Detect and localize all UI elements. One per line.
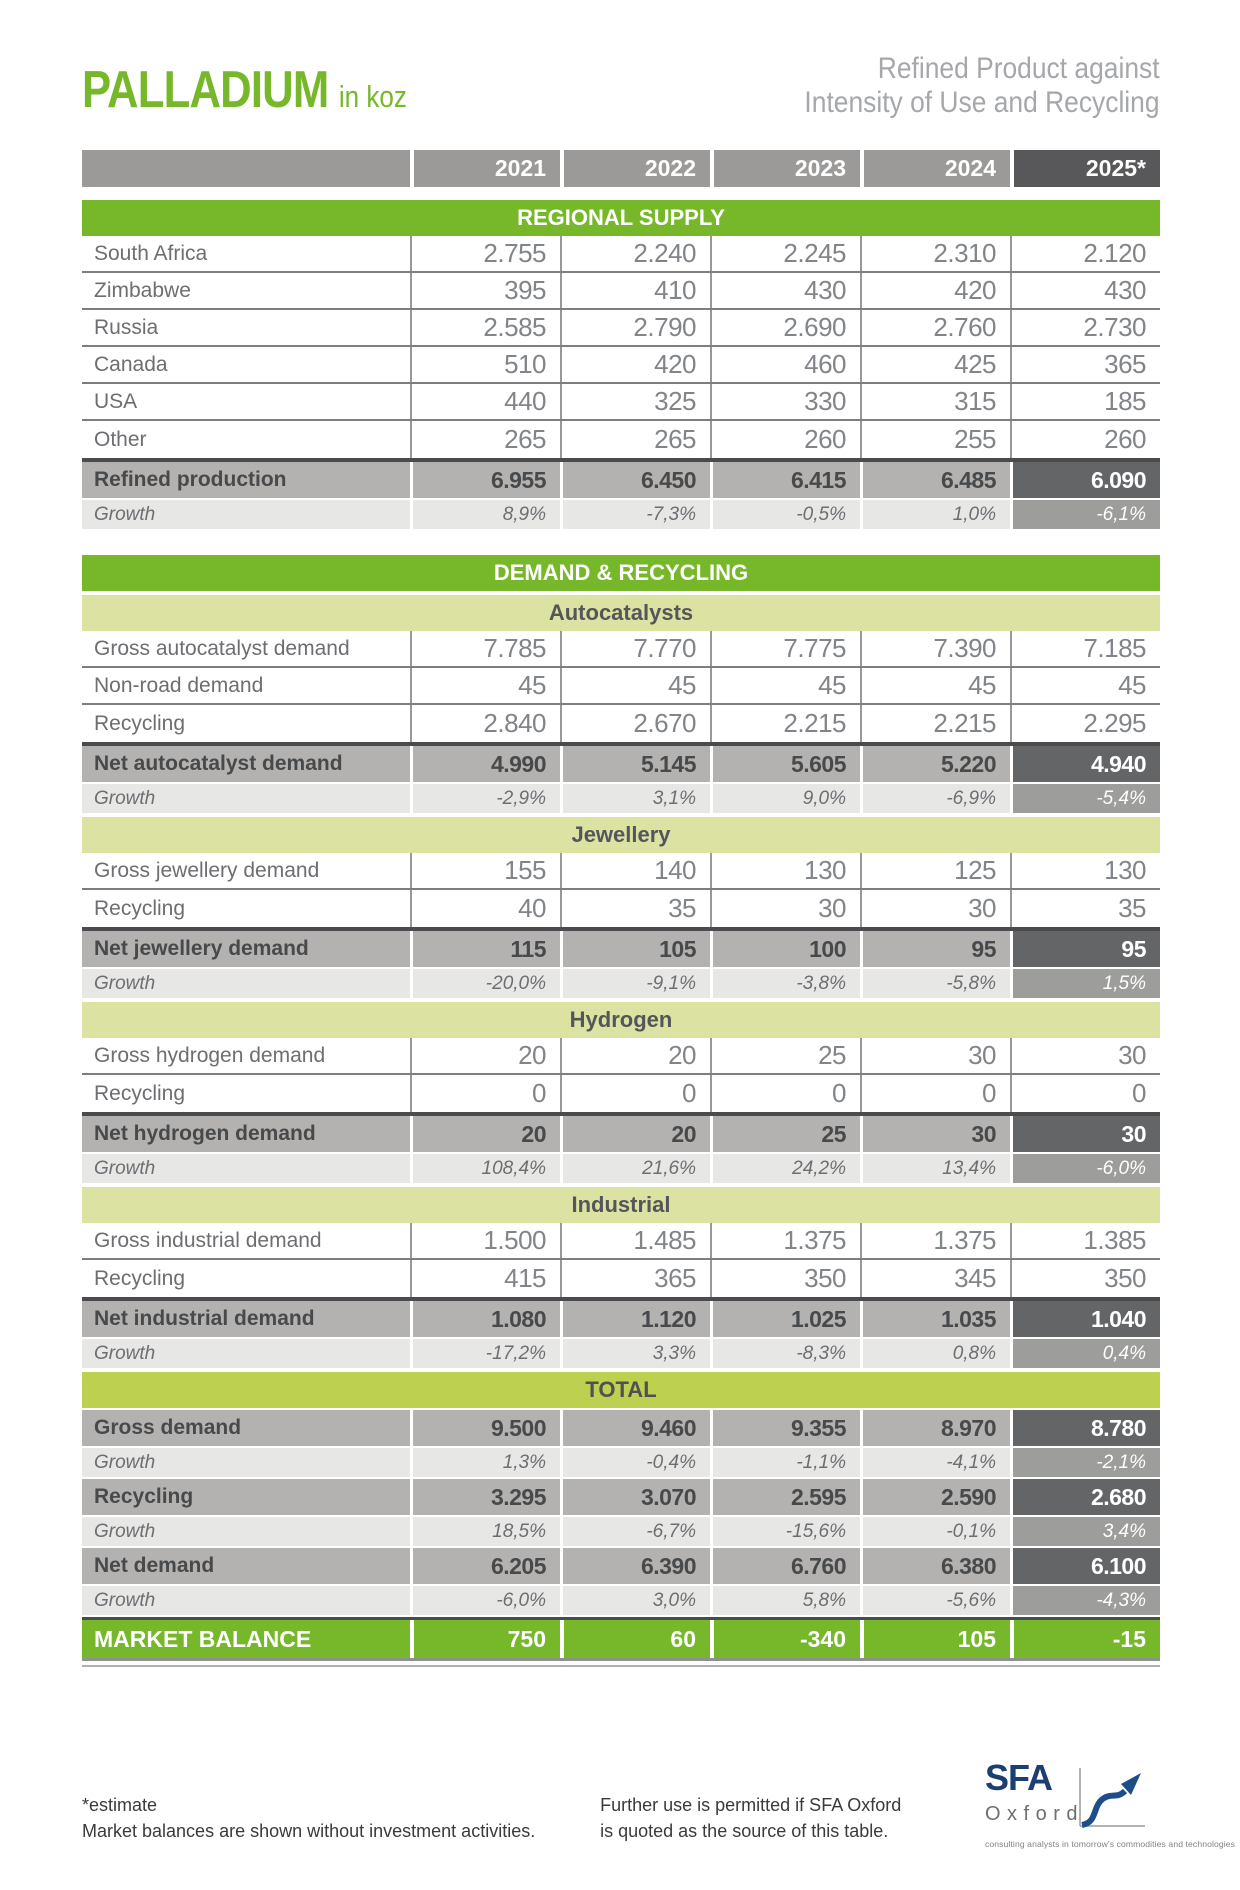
row-growth bbox=[82, 500, 1160, 529]
row-recycling bbox=[82, 705, 1160, 742]
value-2021: 45 bbox=[410, 668, 560, 703]
year-2022: 2022 bbox=[560, 150, 710, 187]
year-header-row bbox=[82, 150, 1160, 187]
row-label: Recycling bbox=[94, 711, 186, 735]
value-2021: 750 bbox=[410, 1620, 560, 1658]
section-header-jewellery bbox=[82, 817, 1160, 853]
row-gross-industrial-demand bbox=[82, 1223, 1160, 1260]
section-header-autocatalysts bbox=[82, 595, 1160, 631]
value-2021: 18,5% bbox=[410, 1517, 560, 1546]
value-2024: 7.390 bbox=[860, 631, 1010, 666]
row-growth bbox=[82, 1586, 1160, 1615]
value-2023: 9.355 bbox=[710, 1410, 860, 1446]
value-2025-est: 45 bbox=[1010, 668, 1160, 703]
value-2025-est: -6,1% bbox=[1010, 500, 1160, 529]
row-label: Recycling bbox=[94, 1081, 186, 1105]
row-recycling bbox=[82, 890, 1160, 927]
value-2022: 6.450 bbox=[560, 462, 710, 498]
sfa-oxford-logo bbox=[985, 1760, 1236, 1849]
row-gross-demand bbox=[82, 1410, 1160, 1446]
row-label: Growth bbox=[94, 1520, 156, 1542]
value-2022: 0 bbox=[560, 1075, 710, 1112]
value-2023: 24,2% bbox=[710, 1154, 860, 1183]
value-2024: 2.215 bbox=[860, 705, 1010, 742]
value-2023: 5,8% bbox=[710, 1586, 860, 1615]
data-table bbox=[82, 150, 1160, 1667]
value-2021: 9.500 bbox=[410, 1410, 560, 1446]
row-net-autocatalyst-demand bbox=[82, 742, 1160, 782]
value-2025-est: 1.040 bbox=[1010, 1301, 1160, 1337]
row-label: Canada bbox=[94, 352, 168, 376]
value-2024: 345 bbox=[860, 1260, 1010, 1297]
value-2021: 8,9% bbox=[410, 500, 560, 529]
row-label: Growth bbox=[94, 972, 156, 994]
row-recycling bbox=[82, 1479, 1160, 1515]
value-2022: -0,4% bbox=[560, 1448, 710, 1477]
row-growth bbox=[82, 1339, 1160, 1368]
value-2025-est: 130 bbox=[1010, 853, 1160, 888]
value-2023: 100 bbox=[710, 931, 860, 967]
section-title: Industrial bbox=[571, 1192, 671, 1217]
value-2025-est: 0 bbox=[1010, 1075, 1160, 1112]
value-2024: 125 bbox=[860, 853, 1010, 888]
value-2025-est: -4,3% bbox=[1010, 1586, 1160, 1615]
row-market-balance bbox=[82, 1617, 1160, 1658]
row-recycling bbox=[82, 1260, 1160, 1297]
value-2025-est: 35 bbox=[1010, 890, 1160, 927]
value-2024: 30 bbox=[860, 890, 1010, 927]
value-2023: 30 bbox=[710, 890, 860, 927]
row-label: Growth bbox=[94, 1589, 156, 1611]
value-2021: 20 bbox=[410, 1038, 560, 1073]
value-2023: 1.025 bbox=[710, 1301, 860, 1337]
section-header-regional-supply bbox=[82, 200, 1160, 236]
value-2024: 5.220 bbox=[860, 746, 1010, 782]
value-2025-est: 30 bbox=[1010, 1038, 1160, 1073]
report-subtitle-line1: Refined Product against bbox=[878, 52, 1160, 85]
value-2024: 2.760 bbox=[860, 310, 1010, 345]
value-2021: 20 bbox=[410, 1116, 560, 1152]
value-2021: 6.955 bbox=[410, 462, 560, 498]
value-2023: -0,5% bbox=[710, 500, 860, 529]
value-2025-est: 365 bbox=[1010, 347, 1160, 382]
value-2022: 60 bbox=[560, 1620, 710, 1658]
value-2024: 2.310 bbox=[860, 236, 1010, 271]
row-label: Net demand bbox=[94, 1554, 215, 1577]
row-label: Net jewellery demand bbox=[94, 937, 309, 960]
row-label: Russia bbox=[94, 315, 159, 339]
row-usa bbox=[82, 384, 1160, 421]
value-2021: -17,2% bbox=[410, 1339, 560, 1368]
value-2024: 45 bbox=[860, 668, 1010, 703]
value-2024: -6,9% bbox=[860, 784, 1010, 813]
value-2023: 350 bbox=[710, 1260, 860, 1297]
value-2022: 3,1% bbox=[560, 784, 710, 813]
value-2021: 4.990 bbox=[410, 746, 560, 782]
value-2023: 6.415 bbox=[710, 462, 860, 498]
value-2025-est: 0,4% bbox=[1010, 1339, 1160, 1368]
value-2023: 330 bbox=[710, 384, 860, 419]
value-2025-est: 4.940 bbox=[1010, 746, 1160, 782]
logo-tagline: consulting analysts in tomorrow's commodities and technologies bbox=[985, 1839, 1236, 1849]
row-gross-jewellery-demand bbox=[82, 853, 1160, 890]
row-label: Gross hydrogen demand bbox=[94, 1043, 326, 1067]
value-2024: 30 bbox=[860, 1038, 1010, 1073]
value-2022: 3.070 bbox=[560, 1479, 710, 1515]
year-2024: 2024 bbox=[860, 150, 1010, 187]
value-2021: 155 bbox=[410, 853, 560, 888]
permission-line1: Further use is permitted if SFA Oxford bbox=[600, 1795, 902, 1815]
logo-sfa-text: SFA bbox=[985, 1760, 1053, 1798]
value-2022: 265 bbox=[560, 421, 710, 458]
value-2021: 2.585 bbox=[410, 310, 560, 345]
value-2021: 1.500 bbox=[410, 1223, 560, 1258]
value-2024: 1,0% bbox=[860, 500, 1010, 529]
value-2022: 2.670 bbox=[560, 705, 710, 742]
value-2023: 2.595 bbox=[710, 1479, 860, 1515]
value-2023: 7.775 bbox=[710, 631, 860, 666]
row-net-hydrogen-demand bbox=[82, 1112, 1160, 1152]
footnotes bbox=[82, 1792, 535, 1844]
row-label: Recycling bbox=[94, 896, 186, 920]
row-label: Recycling bbox=[94, 1485, 194, 1508]
sfa-oxford-logo-graphic bbox=[985, 1760, 1190, 1832]
row-zimbabwe bbox=[82, 273, 1160, 310]
section-title: Hydrogen bbox=[569, 1007, 673, 1032]
row-label: Net industrial demand bbox=[94, 1307, 315, 1330]
value-2025-est: 2.120 bbox=[1010, 236, 1160, 271]
value-2025-est: 3,4% bbox=[1010, 1517, 1160, 1546]
value-2021: 40 bbox=[410, 890, 560, 927]
report-subtitle bbox=[805, 52, 1160, 120]
value-2022: 45 bbox=[560, 668, 710, 703]
section-header-demand-recycling bbox=[82, 555, 1160, 591]
row-net-jewellery-demand bbox=[82, 927, 1160, 967]
value-2022: 7.770 bbox=[560, 631, 710, 666]
section-header-total bbox=[82, 1372, 1160, 1408]
value-2021: 1,3% bbox=[410, 1448, 560, 1477]
value-2024: 0 bbox=[860, 1075, 1010, 1112]
value-2025-est: 350 bbox=[1010, 1260, 1160, 1297]
value-2025-est: 2.680 bbox=[1010, 1479, 1160, 1515]
year-header-empty-cell bbox=[82, 150, 410, 187]
row-label: Growth bbox=[94, 503, 156, 525]
value-2024: -5,8% bbox=[860, 969, 1010, 998]
value-2024: 315 bbox=[860, 384, 1010, 419]
row-label: USA bbox=[94, 389, 138, 413]
section-title: Jewellery bbox=[571, 822, 671, 847]
row-growth bbox=[82, 1517, 1160, 1546]
row-label: Gross industrial demand bbox=[94, 1228, 322, 1252]
value-2022: 35 bbox=[560, 890, 710, 927]
value-2025-est: 185 bbox=[1010, 384, 1160, 419]
row-growth bbox=[82, 1448, 1160, 1477]
logo-arrow-curve bbox=[1082, 1791, 1125, 1825]
year-2025-estimate: 2025* bbox=[1010, 150, 1160, 187]
value-2024: 13,4% bbox=[860, 1154, 1010, 1183]
row-gross-hydrogen-demand bbox=[82, 1038, 1160, 1075]
value-2025-est: 30 bbox=[1010, 1116, 1160, 1152]
value-2022: -7,3% bbox=[560, 500, 710, 529]
value-2025-est: 430 bbox=[1010, 273, 1160, 308]
page-header bbox=[82, 52, 1160, 120]
row-south-africa bbox=[82, 236, 1160, 273]
value-2022: 1.120 bbox=[560, 1301, 710, 1337]
section-title: TOTAL bbox=[585, 1377, 657, 1402]
row-non-road-demand bbox=[82, 668, 1160, 705]
value-2022: 105 bbox=[560, 931, 710, 967]
row-label: Growth bbox=[94, 1342, 156, 1364]
section-title: DEMAND & RECYCLING bbox=[493, 560, 749, 585]
section-title: Autocatalysts bbox=[548, 600, 694, 625]
row-growth bbox=[82, 784, 1160, 813]
value-2024: 255 bbox=[860, 421, 1010, 458]
row-growth bbox=[82, 969, 1160, 998]
value-2021: 6.205 bbox=[410, 1548, 560, 1584]
row-label: Zimbabwe bbox=[94, 278, 191, 302]
row-label: Recycling bbox=[94, 1266, 186, 1290]
value-2022: 20 bbox=[560, 1038, 710, 1073]
row-label: Net hydrogen demand bbox=[94, 1122, 316, 1145]
value-2022: 420 bbox=[560, 347, 710, 382]
value-2021: -2,9% bbox=[410, 784, 560, 813]
value-2021: 510 bbox=[410, 347, 560, 382]
value-2023: 430 bbox=[710, 273, 860, 308]
value-2021: 1.080 bbox=[410, 1301, 560, 1337]
value-2025-est: 2.295 bbox=[1010, 705, 1160, 742]
commodity-title: PALLADIUM bbox=[82, 60, 329, 119]
estimate-footnote: *estimate bbox=[82, 1795, 158, 1815]
row-label: Gross jewellery demand bbox=[94, 858, 320, 882]
value-2025-est: -2,1% bbox=[1010, 1448, 1160, 1477]
value-2025-est: 6.090 bbox=[1010, 462, 1160, 498]
value-2024: 105 bbox=[860, 1620, 1010, 1658]
value-2024: 1.035 bbox=[860, 1301, 1010, 1337]
value-2021: 3.295 bbox=[410, 1479, 560, 1515]
row-growth bbox=[82, 1154, 1160, 1183]
value-2024: -5,6% bbox=[860, 1586, 1010, 1615]
value-2021: 115 bbox=[410, 931, 560, 967]
table-body bbox=[82, 200, 1160, 1658]
row-net-demand bbox=[82, 1548, 1160, 1584]
row-label: South Africa bbox=[94, 241, 208, 265]
row-label: Gross demand bbox=[94, 1416, 242, 1439]
value-2022: 9.460 bbox=[560, 1410, 710, 1446]
value-2024: -4,1% bbox=[860, 1448, 1010, 1477]
logo-oxford-text: Oxford bbox=[985, 1803, 1085, 1825]
value-2024: 2.590 bbox=[860, 1479, 1010, 1515]
section-header-hydrogen bbox=[82, 1002, 1160, 1038]
value-2023: 6.760 bbox=[710, 1548, 860, 1584]
row-other bbox=[82, 421, 1160, 458]
value-2021: 415 bbox=[410, 1260, 560, 1297]
value-2025-est: 2.730 bbox=[1010, 310, 1160, 345]
value-2023: 2.215 bbox=[710, 705, 860, 742]
value-2021: 2.755 bbox=[410, 236, 560, 271]
value-2021: 440 bbox=[410, 384, 560, 419]
row-label: Growth bbox=[94, 1451, 156, 1473]
year-2023: 2023 bbox=[710, 150, 860, 187]
row-label: Other bbox=[94, 427, 147, 451]
commodity-title-block bbox=[82, 60, 407, 120]
value-2022: 365 bbox=[560, 1260, 710, 1297]
row-label: Gross autocatalyst demand bbox=[94, 636, 350, 660]
value-2021: 0 bbox=[410, 1075, 560, 1112]
value-2023: -15,6% bbox=[710, 1517, 860, 1546]
value-2021: 395 bbox=[410, 273, 560, 308]
row-russia bbox=[82, 310, 1160, 347]
value-2021: 7.785 bbox=[410, 631, 560, 666]
value-2025-est: -6,0% bbox=[1010, 1154, 1160, 1183]
value-2022: 410 bbox=[560, 273, 710, 308]
year-2021: 2021 bbox=[410, 150, 560, 187]
value-2025-est: 6.100 bbox=[1010, 1548, 1160, 1584]
value-2023: 260 bbox=[710, 421, 860, 458]
value-2021: -6,0% bbox=[410, 1586, 560, 1615]
value-2022: 21,6% bbox=[560, 1154, 710, 1183]
value-2022: 6.390 bbox=[560, 1548, 710, 1584]
row-recycling bbox=[82, 1075, 1160, 1112]
value-2024: -0,1% bbox=[860, 1517, 1010, 1546]
row-label: Net autocatalyst demand bbox=[94, 752, 343, 775]
row-gross-autocatalyst-demand bbox=[82, 631, 1160, 668]
row-net-industrial-demand bbox=[82, 1297, 1160, 1337]
value-2024: 6.485 bbox=[860, 462, 1010, 498]
value-2022: 140 bbox=[560, 853, 710, 888]
value-2022: -9,1% bbox=[560, 969, 710, 998]
value-2024: 420 bbox=[860, 273, 1010, 308]
value-2024: 6.380 bbox=[860, 1548, 1010, 1584]
row-refined-production bbox=[82, 458, 1160, 498]
value-2021: 108,4% bbox=[410, 1154, 560, 1183]
value-2022: 20 bbox=[560, 1116, 710, 1152]
value-2023: 2.690 bbox=[710, 310, 860, 345]
market-balance-footnote: Market balances are shown without investment activities. bbox=[82, 1821, 536, 1842]
row-label: MARKET BALANCE bbox=[94, 1625, 312, 1652]
value-2023: -1,1% bbox=[710, 1448, 860, 1477]
row-label: Growth bbox=[94, 1157, 156, 1179]
value-2025-est: 260 bbox=[1010, 421, 1160, 458]
value-2025-est: 7.185 bbox=[1010, 631, 1160, 666]
value-2023: -3,8% bbox=[710, 969, 860, 998]
value-2025-est: 8.780 bbox=[1010, 1410, 1160, 1446]
value-2021: -20,0% bbox=[410, 969, 560, 998]
page-footer bbox=[82, 1760, 1236, 1849]
value-2022: -6,7% bbox=[560, 1517, 710, 1546]
row-canada bbox=[82, 347, 1160, 384]
table-bottom-rule bbox=[82, 1658, 1160, 1667]
row-label: Non-road demand bbox=[94, 673, 264, 697]
value-2023: 0 bbox=[710, 1075, 860, 1112]
value-2024: 425 bbox=[860, 347, 1010, 382]
value-2022: 2.240 bbox=[560, 236, 710, 271]
row-label: Refined production bbox=[94, 468, 287, 491]
value-2023: -8,3% bbox=[710, 1339, 860, 1368]
section-spacer bbox=[82, 529, 1160, 555]
value-2021: 265 bbox=[410, 421, 560, 458]
value-2025-est: 1,5% bbox=[1010, 969, 1160, 998]
value-2024: 8.970 bbox=[860, 1410, 1010, 1446]
value-2023: 45 bbox=[710, 668, 860, 703]
value-2023: 2.245 bbox=[710, 236, 860, 271]
value-2024: 0,8% bbox=[860, 1339, 1010, 1368]
permission-note bbox=[600, 1792, 920, 1844]
value-2023: 460 bbox=[710, 347, 860, 382]
value-2022: 3,0% bbox=[560, 1586, 710, 1615]
value-2022: 3,3% bbox=[560, 1339, 710, 1368]
value-2022: 1.485 bbox=[560, 1223, 710, 1258]
value-2022: 5.145 bbox=[560, 746, 710, 782]
value-2023: 25 bbox=[710, 1116, 860, 1152]
value-2023: 130 bbox=[710, 853, 860, 888]
value-2025-est: 1.385 bbox=[1010, 1223, 1160, 1258]
value-2023: -340 bbox=[710, 1620, 860, 1658]
value-2021: 2.840 bbox=[410, 705, 560, 742]
report-subtitle-line2: Intensity of Use and Recycling bbox=[804, 85, 1160, 119]
section-header-industrial bbox=[82, 1187, 1160, 1223]
row-label: Growth bbox=[94, 787, 156, 809]
value-2023: 25 bbox=[710, 1038, 860, 1073]
value-2024: 30 bbox=[860, 1116, 1010, 1152]
value-2025-est: 95 bbox=[1010, 931, 1160, 967]
value-2025-est: -15 bbox=[1010, 1620, 1160, 1658]
value-2023: 5.605 bbox=[710, 746, 860, 782]
value-2022: 2.790 bbox=[560, 310, 710, 345]
value-2024: 1.375 bbox=[860, 1223, 1010, 1258]
value-2023: 9,0% bbox=[710, 784, 860, 813]
value-2022: 325 bbox=[560, 384, 710, 419]
value-2024: 95 bbox=[860, 931, 1010, 967]
section-title: REGIONAL SUPPLY bbox=[517, 205, 725, 230]
value-2023: 1.375 bbox=[710, 1223, 860, 1258]
value-2025-est: -5,4% bbox=[1010, 784, 1160, 813]
permission-line2: is quoted as the source of this table. bbox=[600, 1821, 889, 1842]
unit-label: in koz bbox=[338, 78, 407, 114]
